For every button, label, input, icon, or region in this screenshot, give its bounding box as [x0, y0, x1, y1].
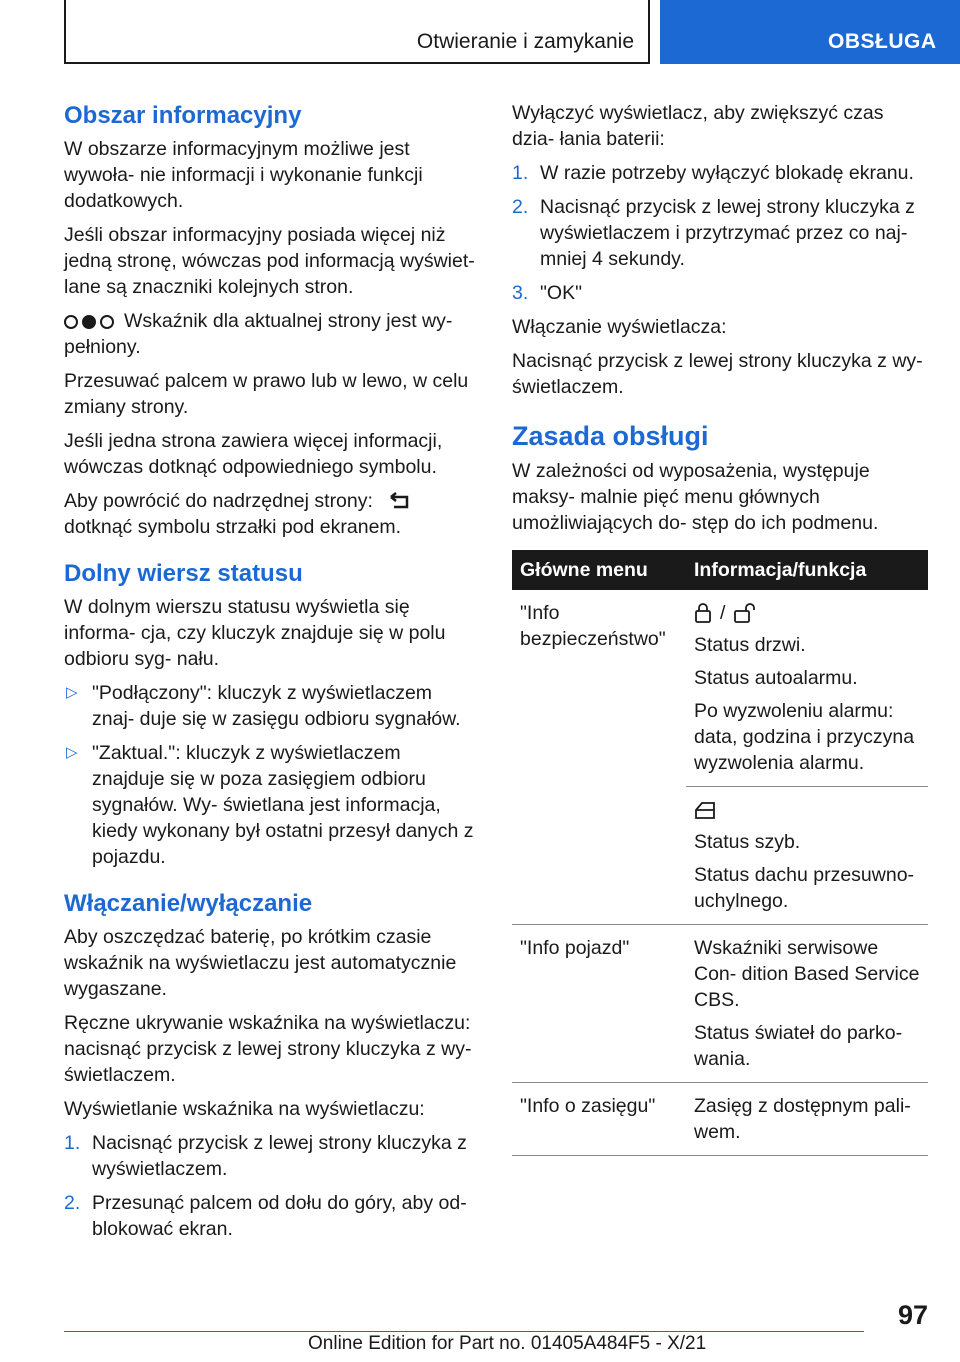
page-dot-filled-icon — [82, 315, 96, 329]
list-item — [64, 740, 478, 870]
step-number: 3. — [512, 282, 529, 304]
paragraph: Aby oszczędzać baterię, po krótkim czasie wskaźnik na wyświetlaczu jest automatycznie wygaszane. — [64, 926, 457, 1000]
footer-edition: Online Edition for Part no. 01405A484F5 - X/21 — [308, 1333, 707, 1354]
paragraph: W zależności od wyposażenia, występuje maksy- malnie pięć menu głównych umożliwiających do- stęp do ich podmenu. — [512, 460, 879, 534]
heading-on-off: Włączanie/wyłączanie — [64, 890, 313, 917]
triangle-bullet-icon: ▷ — [66, 744, 78, 761]
paragraph: Jeśli jedna strona zawiera więcej informacji, wówczas dotknąć odpowiedniego symbolu. — [64, 430, 443, 478]
step-number: 1. — [64, 1132, 81, 1154]
heading-info-area: Obszar informacyjny — [64, 102, 302, 129]
cell-text: Status drzwi. — [694, 634, 806, 656]
list-item-text: "Podłączony": kluczyk z wyświetlaczem znaj- duje się w zasięgu odbioru sygnałów. — [92, 682, 461, 730]
list-item-text: "OK" — [540, 282, 583, 304]
table-cell-function — [686, 1083, 928, 1156]
cell-text: Status szyb. — [694, 831, 801, 853]
table-cell-menu: "Info bezpieczeństwo" — [512, 590, 686, 925]
padlock-closed-icon — [694, 603, 712, 623]
paragraph: W dolnym wierszu statusu wyświetla się informa- cja, czy kluczyk znajduje się w polu odbioru syg- nału. — [64, 596, 446, 670]
table-row — [512, 1083, 928, 1156]
triangle-bullet-icon: ▷ — [66, 684, 78, 701]
paragraph-text: dotknąć symbolu strzałki pod ekranem. — [64, 516, 402, 538]
list-item-text: Nacisnąć przycisk z lewej strony kluczyka z wyświetlaczem. — [92, 1132, 467, 1180]
page-indicator-paragraph — [64, 308, 478, 360]
cell-text: Status autoalarmu. — [694, 667, 858, 689]
cell-text: Zasięg z dostępnym pali- wem. — [694, 1095, 911, 1143]
heading-status-row: Dolny wiersz statusu — [64, 560, 303, 587]
header-tab[interactable] — [660, 0, 960, 64]
list-item — [512, 194, 928, 272]
heading-operating-principle: Zasada obsługi — [512, 421, 709, 451]
page-dot-empty-icon — [100, 315, 114, 329]
list-item-text: W razie potrzeby wyłączyć blokadę ekranu. — [540, 162, 914, 184]
cell-text: Status dachu przesuwno- uchylnego. — [694, 864, 915, 912]
list-item — [64, 1190, 478, 1242]
step-number: 2. — [64, 1192, 81, 1214]
header-section-title: Otwieranie i zamykanie — [416, 30, 634, 53]
paragraph: Przesuwać palcem w prawo lub w lewo, w celu zmiany strony. — [64, 370, 469, 418]
step-number: 2. — [512, 196, 529, 218]
right-column — [512, 100, 928, 1156]
table-cell-function — [686, 925, 928, 1083]
list-item-text: Nacisnąć przycisk z lewej strony kluczyka z wyświetlaczem i przytrzymać przez co naj- mniej 4 sekundy. — [540, 196, 915, 270]
cell-text: Status świateł do parko- wania. — [694, 1022, 903, 1070]
table-row — [512, 590, 928, 787]
padlock-open-icon — [733, 603, 759, 623]
table-cell-menu: "Info o zasięgu" — [512, 1083, 686, 1156]
car-window-icon — [694, 800, 716, 820]
cell-text: Wskaźniki serwisowe Con- dition Based Service CBS. — [694, 937, 920, 1011]
paragraph: Ręczne ukrywanie wskaźnika na wyświetlaczu: nacisnąć przycisk z lewej strony kluczyka z wy- świetlaczem. — [64, 1012, 472, 1086]
table-row — [512, 925, 928, 1083]
status-bullet-list — [64, 680, 478, 870]
main-menu-table — [512, 550, 928, 1156]
header-tab-label: OBSŁUGA — [828, 30, 937, 53]
window-status-icons — [694, 797, 920, 823]
list-item-text: "Zaktual.": kluczyk z wyświetlaczem znajduje się w poza zasięgiem odbioru sygnałów. Wy- świetlana jest informacja, kiedy wykonany był ostatni przesył danych z pojazdu. — [92, 742, 474, 868]
table-cell-menu: "Info pojazd" — [512, 925, 686, 1083]
footer-divider — [64, 1331, 864, 1332]
list-item-text: Przesunąć palcem od dołu do góry, aby od- blokować ekran. — [92, 1192, 467, 1240]
table-header-menu: Główne menu — [512, 550, 686, 590]
paragraph: Wyświetlanie wskaźnika na wyświetlaczu: — [64, 1098, 425, 1120]
list-item — [512, 280, 928, 306]
table-cell-function — [686, 590, 928, 787]
display-steps-list — [64, 1130, 478, 1242]
step-number: 1. — [512, 162, 529, 184]
paragraph-text: Aby powrócić do nadrzędnej strony: — [64, 490, 373, 512]
back-arrow-paragraph — [64, 488, 478, 540]
page-dot-empty-icon — [64, 315, 78, 329]
list-item — [64, 680, 478, 732]
paragraph: Nacisnąć przycisk z lewej strony kluczyka z wy- świetlaczem. — [512, 350, 923, 398]
table-header-row — [512, 550, 928, 590]
paragraph: Wyłączyć wyświetlacz, aby zwiększyć czas dzia- łania baterii: — [512, 102, 884, 150]
table-cell-function — [686, 787, 928, 925]
page-number: 97 — [897, 1300, 928, 1330]
paragraph: W obszarze informacyjnym możliwe jest wywoła- nie informacji i wykonanie funkcji dodatkowych. — [64, 138, 423, 212]
page-indicator-dots-icon — [64, 315, 114, 329]
table-header-function: Informacja/funkcja — [686, 550, 928, 590]
paragraph: Jeśli obszar informacyjny posiada więcej niż jedną stronę, wówczas pod informacją wyświet- lane są znaczniki kolejnych stron. — [64, 224, 475, 298]
paragraph-text: Wskaźnik dla aktualnej strony jest wy- pełniony. — [64, 310, 453, 358]
header-section-box — [64, 0, 650, 64]
cell-text: Po wyzwoleniu alarmu: data, godzina i przyczyna wyzwolenia alarmu. — [694, 700, 915, 774]
icon-separator: / — [720, 602, 726, 624]
left-column — [64, 100, 478, 1250]
list-item — [512, 160, 928, 186]
display-off-steps-list — [512, 160, 928, 306]
back-arrow-icon — [388, 492, 412, 510]
door-status-icons — [694, 600, 920, 626]
list-item — [64, 1130, 478, 1182]
paragraph: Włączanie wyświetlacza: — [512, 316, 727, 338]
